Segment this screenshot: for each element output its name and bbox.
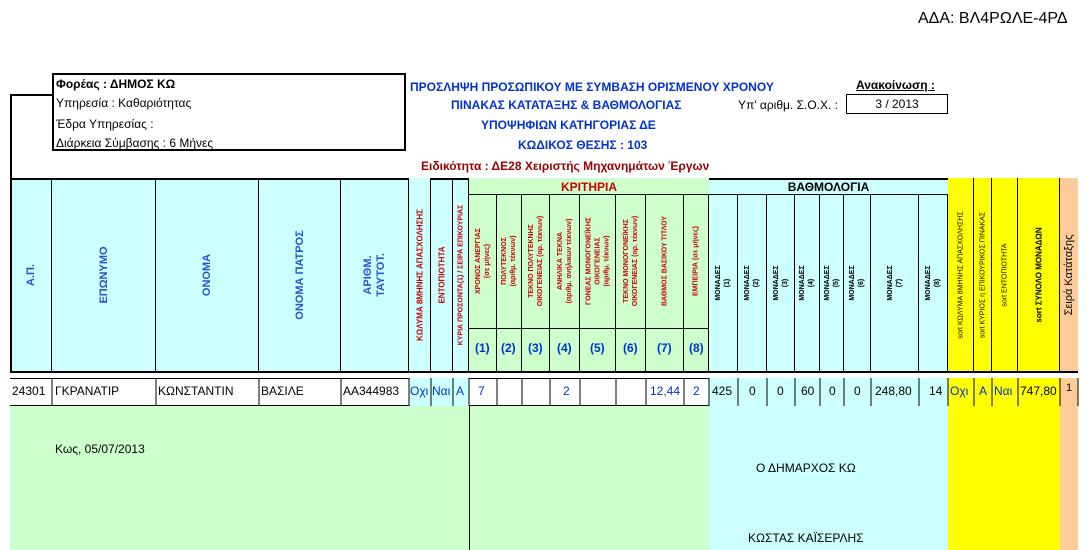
sox-label: Υπ' αριθμ. Σ.Ο.Χ. :: [738, 98, 839, 112]
crit-num-8: (8): [689, 341, 704, 355]
row-m2: 0: [749, 384, 756, 398]
header-bottom-line: [10, 371, 1078, 373]
crit-num-1: (1): [475, 341, 490, 355]
row-m3: 0: [777, 384, 784, 398]
row-m1: 425: [712, 384, 733, 398]
row-seira: 1: [1066, 382, 1073, 394]
crit-num-3: (3): [528, 341, 543, 355]
sort-kyrios-col: sort ΚΥΡΙΟΣ η ΕΠΙΚΟΥΡΙΚΟΣ ΠΙΝΑΚΑΣ: [974, 178, 992, 372]
mayor-name: ΚΩΣΤΑΣ ΚΑΪΣΕΡΛΗΣ: [748, 531, 864, 545]
monades-col-7: ΜΟΝΑΔΕΣ (7): [871, 194, 919, 372]
crit-num-6: (6): [623, 341, 638, 355]
row-kyria: Α: [456, 384, 465, 398]
row-m4: 60: [801, 384, 815, 398]
kritiria-title: ΚΡΙΤΗΡΙΑ: [560, 180, 617, 194]
row-m7: 248,80: [875, 384, 912, 398]
crit-col-7: ΒΑΘΜΟΣ ΒΑΣΙΚΟΥ ΤΙΤΛΟΥ: [646, 194, 684, 372]
crit-num-5: (5): [590, 341, 605, 355]
sort-synolo-col: sort ΣΥΝΟΛΟ ΜΟΝΑΔΩΝ: [1018, 178, 1060, 372]
crit-num-2: (2): [501, 341, 516, 355]
row-kolyma: Οχι: [410, 384, 429, 398]
row-c1: 7: [478, 384, 485, 398]
monades-col-8: ΜΟΝΑΔΕΣ (8): [919, 194, 948, 372]
crit-col-1: ΧΡΟΝΟΣ ΑΝΕΡΓΙΑΣ (σε μήνες): [469, 194, 497, 372]
row-eponymo: ΓΚΡΑΝΑΤΙΡ: [55, 384, 120, 398]
monades-col-6: ΜΟΝΑΔΕΣ (6): [844, 194, 871, 372]
seira-col: Σειρά Κατάταξης: [1063, 234, 1075, 316]
monades-col-4: ΜΟΝΑΔΕΣ (4): [795, 194, 820, 372]
col-kolyma: ΚΩΛΥΜΑ 8ΜΗΝΗΣ ΑΠΑΣΧΟΛΗΣΗΣ: [409, 178, 431, 372]
vathmologia-title: ΒΑΘΜΟΛΟΓΙΑ: [787, 180, 870, 194]
footer-left: [10, 406, 469, 550]
col-patros: ΟΝΟΜΑ ΠΑΤΡΟΣ: [259, 178, 341, 372]
mayor-title: Ο ΔΗΜΑΡΧΟΣ ΚΩ: [756, 461, 856, 475]
row-ap: 24301: [12, 384, 46, 398]
col-onoma: ΟΝΟΜΑ: [156, 178, 259, 372]
col-tautot: ΑΡΙΘΜ. ΤΑΥΤΟΤ.: [341, 178, 409, 372]
ada-code: ΑΔΑ: ΒΛ4ΡΩΛΕ-4ΡΔ: [918, 10, 1068, 27]
monades-col-5: ΜΟΝΑΔΕΣ (5): [820, 194, 844, 372]
sort-kolyma-col: sort ΚΩΛΥΜΑ 8ΜΗΝΗΣ ΑΠΑΣΧΟΛΗΣΗΣ: [948, 178, 974, 372]
row-m6: 0: [854, 384, 861, 398]
ypiresia-label: Υπηρεσία : Καθαριότητας: [56, 96, 192, 110]
monades-col-3: ΜΟΝΑΔΕΣ (3): [767, 194, 795, 372]
announcement-label: Ανακοίνωση :: [856, 78, 935, 92]
sox-value: 3 / 2013: [846, 94, 948, 114]
sort-entop-col: sort ΕΝΤΟΠΙΟΤΗΤΑ: [992, 178, 1018, 372]
row-entop: Ναι: [432, 384, 451, 398]
crit-num-4: (4): [557, 341, 572, 355]
crit-col-3: ΤΕΚΝΟ ΠΟΛΥΤΕΚΝΗΣ ΟΙΚΟΓΕΝΕΙΑΣ (αρ. τέκνων): [522, 194, 550, 372]
col-kyria: ΚΥΡΙΑ ΠΡΟΣΟΝΤΑ(1) / ΣΕΙΡΑ ΕΠΙΚΟΥΡΙΑΣ: [453, 178, 469, 372]
crit-num-7: (7): [657, 341, 672, 355]
edra-label: Έδρα Υπηρεσίας :: [56, 117, 154, 131]
footer-right: [709, 406, 948, 550]
row-grid: [0, 378, 1091, 406]
row-s-synolo: 747,80: [1020, 384, 1057, 398]
footer-sort: [948, 406, 1060, 550]
crit-col-2: ΠΟΛΥΤΕΚΝΟΣ (αριθμ. τέκνων): [497, 194, 522, 372]
col-eponymo: ΕΠΩΝΥΜΟ: [52, 178, 156, 372]
title-line3: ΥΠΟΨΗΦΙΩΝ ΚΑΤΗΓΟΡΙΑΣ ΔΕ: [481, 118, 656, 132]
left-frame: [10, 94, 54, 178]
row-c7: 12,44: [650, 384, 681, 398]
monades-col-1: ΜΟΝΑΔΕΣ (1): [709, 194, 738, 372]
footer-mid: [469, 406, 709, 550]
row-m5: 0: [829, 384, 836, 398]
monades-col-2: ΜΟΝΑΔΕΣ (2): [738, 194, 767, 372]
row-m8: 14: [929, 384, 943, 398]
col-ap: Α.Π.: [10, 178, 52, 372]
crit-col-8: ΕΜΠΕΙΡΙΑ (σε μήνες): [684, 194, 709, 372]
crit-col-4: ΑΝΗΛΙΚΑ ΤΕΚΝΑ (αριθμ. ανήλικων τέκνων): [550, 194, 580, 372]
col-entopiotita: ΕΝΤΟΠΙΟΤΗΤΑ: [431, 178, 453, 372]
title-line4: ΚΩΔΙΚΟΣ ΘΕΣΗΣ : 103: [518, 138, 648, 152]
title-line1: ΠΡΟΣΛΗΨΗ ΠΡΟΣΩΠΙΚΟΥ ΜΕ ΣΥΜΒΑΣΗ ΟΡΙΣΜΕΝΟΥ ΧΡΟΝΟΥ: [410, 80, 774, 94]
row-s-entop: Ναι: [994, 384, 1013, 398]
row-tautot: ΑΑ344983: [343, 384, 400, 398]
row-s-kyrios: Α: [979, 384, 988, 398]
row-onoma: ΚΩΝΣΤΑΝΤΙΝ: [158, 384, 234, 398]
row-s-kolyma: Οχι: [950, 384, 969, 398]
place-date: Κως, 05/07/2013: [55, 442, 145, 456]
row-c4: 2: [563, 384, 570, 398]
row-patros: ΒΑΣΙΛΕ: [261, 384, 304, 398]
row-c8: 2: [693, 384, 700, 398]
specialty-label: Ειδικότητα : ΔΕ28 Χειριστής Μηχανημάτων Έργων: [421, 159, 710, 173]
crit-col-6: ΤΕΚΝΟ ΜΟΝΟΓΟΝΕΪΚΗΣ ΟΙΚΟΓΕΝΕΙΑΣ (αρ. τέκνων): [616, 194, 646, 372]
footer-seira: [1060, 406, 1078, 550]
title-line2: ΠΙΝΑΚΑΣ ΚΑΤΑΤΑΞΗΣ & ΒΑΘΜΟΛΟΓΙΑΣ: [451, 98, 682, 112]
diarkeia-label: Διάρκεια Σύμβασης : 6 Μήνες: [56, 136, 214, 150]
foreas-label: Φορέας : ΔΗΜΟΣ ΚΩ: [56, 77, 176, 91]
crit-col-5: ΓΟΝΕΑΣ ΜΟΝΟΓΟΝΕΪΚΗΣ ΟΙΚΟΓΕΝΕΙΑΣ (αριθμ. τέκνων): [580, 194, 616, 372]
info-box: [52, 73, 406, 151]
